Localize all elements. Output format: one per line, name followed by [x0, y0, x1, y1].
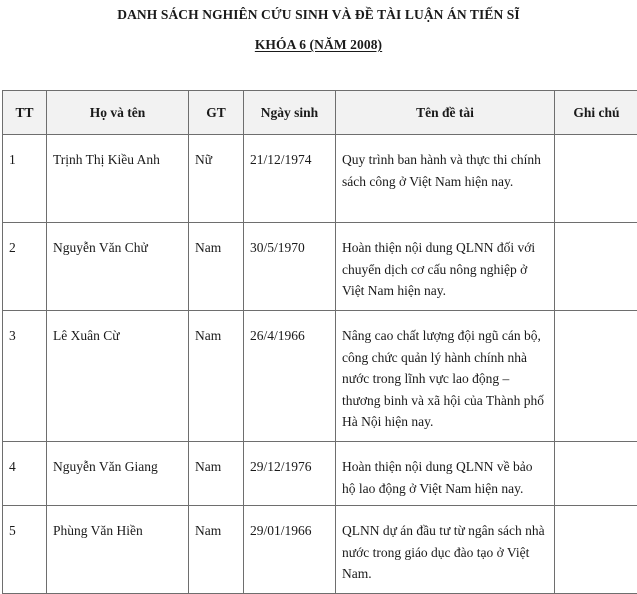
cell-note	[555, 223, 637, 311]
cell-note	[555, 311, 637, 442]
cell-note	[555, 442, 637, 506]
table-row	[3, 442, 637, 506]
cell-gender: Nam	[189, 311, 244, 442]
cell-topic: Hoàn thiện nội dung QLNN đối với chuyển dịch cơ cấu nông nghiệp ở Việt Nam hiện nay.	[336, 223, 555, 311]
table-row	[3, 223, 637, 311]
cell-dob: 29/12/1976	[244, 442, 336, 506]
cell-tt: 3	[3, 311, 47, 442]
header-dob: Ngày sinh	[244, 91, 336, 135]
document-title: DANH SÁCH NGHIÊN CỨU SINH VÀ ĐỀ TÀI LUẬN ÁN TIẾN SĨ	[0, 7, 637, 23]
cell-topic: Hoàn thiện nội dung QLNN về bảo hộ lao động ở Việt Nam hiện nay.	[336, 442, 555, 506]
cell-name: Trịnh Thị Kiều Anh	[47, 135, 189, 223]
table-row	[3, 311, 637, 442]
cell-tt: 2	[3, 223, 47, 311]
cell-gender: Nam	[189, 223, 244, 311]
cell-topic: QLNN dự án đầu tư từ ngân sách nhà nước trong giáo dục đào tạo ở Việt Nam.	[336, 506, 555, 594]
cell-note	[555, 135, 637, 223]
header-topic: Tên đề tài	[336, 91, 555, 135]
cell-gender: Nam	[189, 442, 244, 506]
student-table	[2, 90, 637, 594]
header-note: Ghi chú	[555, 91, 637, 135]
header-gender: GT	[189, 91, 244, 135]
cell-dob: 26/4/1966	[244, 311, 336, 442]
cell-note	[555, 506, 637, 594]
cell-dob: 30/5/1970	[244, 223, 336, 311]
cell-tt: 4	[3, 442, 47, 506]
cell-name: Nguyễn Văn Giang	[47, 442, 189, 506]
table-row	[3, 506, 637, 594]
cell-topic: Quy trình ban hành và thực thi chính sách công ở Việt Nam hiện nay.	[336, 135, 555, 223]
cell-tt: 1	[3, 135, 47, 223]
table-header-row	[3, 91, 637, 135]
cell-tt: 5	[3, 506, 47, 594]
table-row	[3, 135, 637, 223]
cell-dob: 21/12/1974	[244, 135, 336, 223]
cell-gender: Nữ	[189, 135, 244, 223]
cell-gender: Nam	[189, 506, 244, 594]
document-subtitle: KHÓA 6 (NĂM 2008)	[0, 37, 637, 53]
header-name: Họ và tên	[47, 91, 189, 135]
cell-topic: Nâng cao chất lượng đội ngũ cán bộ, công chức quản lý hành chính nhà nước trong lĩnh vực lao động – thương binh và xã hội của Thành phố Hà Nội hiện nay.	[336, 311, 555, 442]
cell-name: Nguyễn Văn Chử	[47, 223, 189, 311]
cell-name: Phùng Văn Hiền	[47, 506, 189, 594]
cell-name: Lê Xuân Cừ	[47, 311, 189, 442]
header-tt: TT	[3, 91, 47, 135]
cell-dob: 29/01/1966	[244, 506, 336, 594]
